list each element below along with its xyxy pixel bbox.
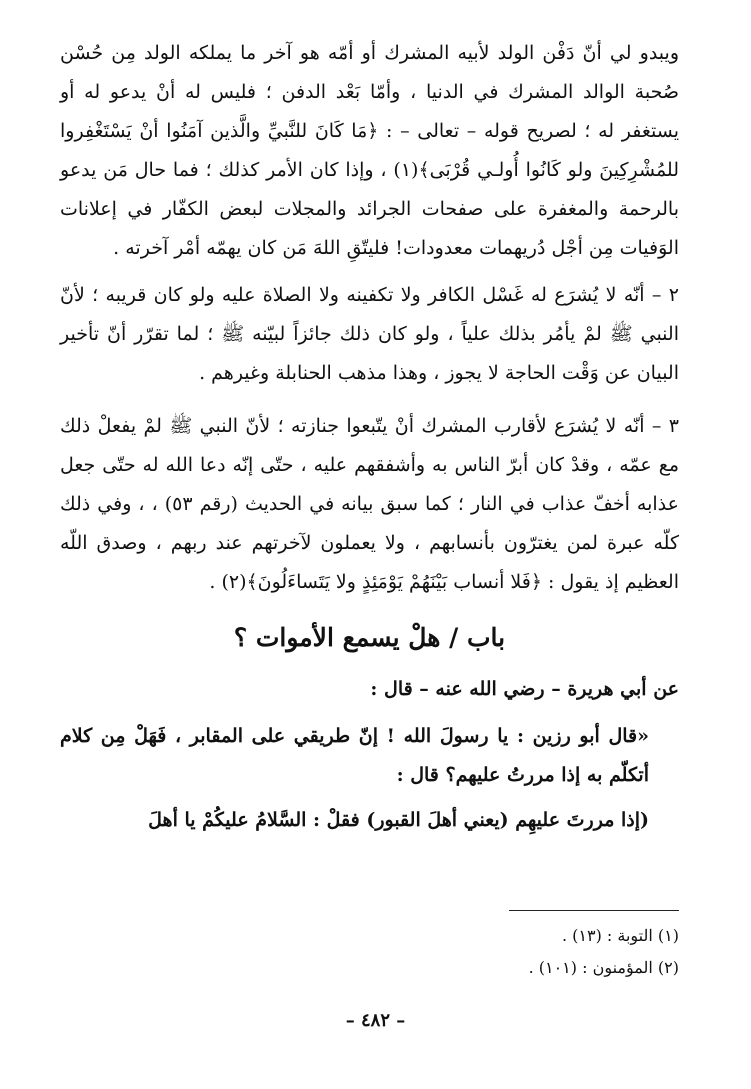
footnote-2: (٢) المؤمنون : (١٠١) . — [528, 958, 679, 977]
hadith-line-1: «قال أبو رزين : يا رسولَ الله ! إنّ طريقي على المقابر ، فَهَلْ مِن كلام أتكلّم به إذا مررتُ عليهم؟ قال : — [60, 725, 649, 786]
hadith-line-2: (إذا مررتَ عليهِم (يعني أهلَ القبور) فقلْ : السَّلامُ عليكُمْ يا أهلَ — [148, 809, 649, 831]
paragraph-3: ٣ – أنّه لا يُشرَع لأقارب المشرك أنْ يتّبعوا جنازته ؛ لأنّ النبي ﷺ لمْ يفعلْ ذلك مع عمّه ، وقدْ كان أبرّ الناس به وأشفقهم عليه ، حتّى إنّه دعا الله له حتّى جعل عذابه أخفّ عذاب في النار ؛ كما سبق بيانه في الحديث (رقم ٥٣) ، ، وفي ذلك كلّه عبرة لمن يغترّون بأنسابهم ، ولا يعملون لآخرتهم عند ربهم ، وصدق اللّه العظيم إذ يقول : ﴿فَلا أنساب بَيْنَهُمْ يَوْمَئِذٍ ولا يَتَساءَلُونَ﴾(٢) . — [60, 415, 679, 593]
main-text — [60, 34, 679, 846]
paragraph-1: ويبدو لي أنّ دَفْن الولد لأبيه المشرك أو أمّه هو آخر ما يملكه الولد مِن حُسْن صُحبة الوالد المشرك في الدنيا ، وأمّا بَعْد الدفن ؛ فليس له أنْ يدعو له أو يستغفر له ؛ لصريح قوله – تعالى – : ﴿مَا كَانَ للنَّبيِّ والَّذين آمَنُوا أنْ يَسْتَغْفِروا للمُشْرِكِينَ ولو كَانُوا أُولـي قُرْبَى﴾(١) ، وإذا كان الأمر كذلك ؛ فما حال مَن يدعو بالرحمة والمغفرة على صفحات الجرائد والمجلات لبعض الكفّار في إعلانات الوَفيات مِن أجْل دُريهمات معدودات! فليتّقِ اللهَ مَن كان يهمّه أمْر آخرته . — [60, 42, 680, 259]
footnote-1: (١) التوبة : (١٣) . — [561, 926, 679, 945]
footnotes — [60, 920, 679, 984]
page-number: – ٤٨٢ – — [345, 1010, 406, 1031]
chapter-heading: باب / هلْ يسمع الأموات ؟ — [233, 623, 506, 652]
footnote-divider — [509, 910, 679, 911]
narration-line: عن أبي هريرة – رضي الله عنه – قال : — [370, 678, 679, 700]
paragraph-2: ٢ – أنّه لا يُشرَع له غَسْل الكافر ولا تكفينه ولا الصلاة عليه ولو كان قريبه ؛ لأنّ النبي ﷺ لمْ يأمُر بذلك علياً ، ولو كان ذلك جائزاً لبيّنه ﷺ ؛ لما تقرّر أنّ تأخير البيان عن وَقْت الحاجة لا يجوز ، وهذا مذهب الحنابلة وغيرهم . — [60, 284, 679, 384]
